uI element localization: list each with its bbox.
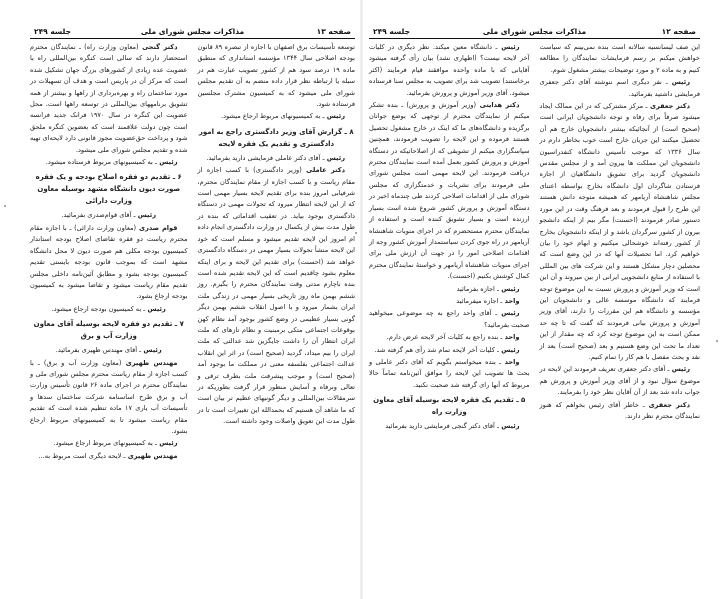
speaker-name: رئیس [498, 284, 520, 293]
paragraph-text: ـ به کمیسیونهای مربوط فرستاده میشود. [45, 158, 157, 167]
paragraph [30, 438, 188, 449]
session-number: جلسه ۲۴۹ [34, 27, 71, 36]
paragraph-text: توسعه تأسیسات برق اصفهان با اجازه از تبصره ۸۹ قانون بودجه اصلاحی سال ۱۳۴۴ مؤسسه استانداری که منطبق ماده ۱۹ درصد سود هم از کشور تصویب عبارت هم در سبله یا ارتباطه نظر قرار داده منضم به آن تقدیم مجلس شورای ملی میشود که به کمیسیون مشترک مجلسین فرستاده شود. [197, 43, 355, 109]
speaker-name: رئیس [667, 78, 690, 87]
paragraph [540, 101, 701, 363]
page-header [369, 22, 700, 36]
session-number: جلسه ۲۴۹ [373, 27, 410, 36]
paragraph-text: ـ به کمیسیون بودجه ارجاع میشود. [51, 304, 146, 313]
paragraph-text: ـ مرکز مشترکی که در این ممالک ایجاد میشود صرفاً برای رفاه و توجه دانشجویان ایرانی است (صحیح است) از آنجائیکه بیشتر دانشجویان خارج هم آن تحصیل میکنند این جریان خارج است خوب بخاطر دارم در سال ۱۳۳۶ که موجب تأسیس دانشگاه کنفدراسیون دانشجویان این مملکت ها بیرون آمد و از مجلس مقدس دانشجویان گردید برای تشویق دانشگاهیان از اجازه فرستادن شاگردان اول دانشگاه بخارج بواسطه اعتنای مجلس شاهنشاه آریامهر که همیشه متوجه دانش هستند این طرح را قبول فرمودند و بعد فرهنگ وقت در این مورد دستور صادر فرمودند (احسنت) مگر بیم از اینکه دانشجو بیرون از کشور سرگردان باشد و از اینکه دانشجویان بخارج از کشور رفته‌اند خوشحالی میکنیم و ابهام خود را بیان خواهیم کرد. اما تحصیلات آنها که در این وضع است که محصلین دچار مشکل هستند و این شرکت های بین المللی با استفاده از منابع دانشجویی ایرانی از بین میروند و آن این است که وزیر آموزش و پرورش نسبت به این موضوع توجه فرمایند که دانشگاه موسسه عالی و دانشجویان این مؤسسه و دانشگاه هم این مقررات را دارند، آقای وزیر آموزش و پرورش بیانی فرمودند که گفت که تا چه حد ممکن است به این موضوع توجه کرد که چه مقدار از این تعداد ما تحت این وضع هستیم و بعد (صحیح است) بعد از نقد و بحث مفصل با هم کار را تمام کنیم. [539, 102, 700, 361]
paragraph [198, 165, 356, 427]
paragraph-text: (معاون وزارت دارائی) ـ با اجازه مقام محترم ریاست دو فقره تقاضای اصلاح بودجه استاندار کمیسیون بودجه مکلی هم صورت دیون لا محل دانشگاه مشهد است که بموجب قانون بودجه بایستی تقدیم کمیسیون بودجه بشود و مطابق آئین‌نامه داخلی مجلس تقدیم مقام ریاست میشود و تقاضا میشود به کمیسیون بودجه ارجاع بشود. [30, 223, 188, 301]
speaker-name: دکتر جعفری [647, 102, 691, 111]
speaker-name: دکتر عاملی [301, 166, 345, 175]
speaker-name: رئیس [156, 439, 178, 448]
speaker-name: رئیس [498, 422, 520, 431]
running-title: مذاکرات مجلس شورای ملی [482, 27, 587, 36]
paragraph [540, 400, 701, 423]
paragraph [540, 77, 701, 100]
running-title: مذاکرات مجلس شورای ملی [140, 27, 245, 36]
paragraph [540, 364, 701, 398]
speaker-name: رئیس [156, 158, 178, 167]
paragraph [369, 345, 530, 356]
paragraph-text: ـ آقای دکتر گنجی فرمایشی دارید بفرمائید [385, 422, 499, 431]
paragraph [369, 296, 530, 307]
paragraph [369, 357, 530, 391]
paragraph [30, 451, 188, 462]
paragraph-text: (وزیر دادگستری) با کسب اجازه از مقام ریاست و با کسب اجازه از مقام نمایندگان محترم، شرفیابی امروز بنده برای تقدیم لایحه بسیار مهمی است که از این لایحه انتظار میرود که تحولات مهمی در دستگاه دادگستری بوجود بیاید. در تعقیب اقداماتی که بنده در طول مدت بیش از یکسال در وزارت دادگستری انجام داده ام امروز این لایحه تقدیم میشود و مسلم است که خود این لایحه منشأ تحولات بسیار مهمی در دستگاه دادگستری خواهد شد (احسنت) برای تقدیم این لایحه و برای اینکه معلوم بشود چاقدیم است که این لایحه تقدیم شده است بنده ناچارم مدتی وقت نمایندگان محترم را بگیرم. روز ششم بهمن ماه روز تاریخی بسیار مهمی در زندگی ملت ایران بشمار میرود و با اصول انقلاب ششم بهمن دیگر گونی بسیار عظیمی در وضع کشور بوجود آمد نظام کهن بوقوعات اجتماعی متکی برمبنیت و نظام تازهای که ملت ایران انتظار آن را داشت جایگزین شد عدالتی که ملت ایران را بیم میداد، گردید (صحیح است) در اثر این انقلاب عدالت اجتماعی بفلسفه معنی در مملکت ما بوجود آمد (صحیح است) و موجب پیشرفت ملت بطرف ترقی و تعالی وبرفاه و آسایش منظور قرار گرفت بطوریکه در سرمقالات بین‌المللی و دیگر گونیهای عظیم تر بیان است که ما شاهد آن هستیم که بحمدالله این تغییرات است تا در طول مدت این تعویق واصلات وجود داشته است. [197, 166, 355, 426]
paragraph-text: ـ بنده میخواستم بگویم که آقای دکتر عاملی و بحث ها تصویب این لایحه را موافق آئین‌نامه تماماً حالا مربوط که آنها رای گرفته شد صحبت نکنید. [369, 357, 530, 389]
page-number: صفحه ۱۳ [316, 27, 351, 36]
paragraph [369, 284, 530, 295]
paragraph [30, 358, 188, 438]
paragraph-text: (معاون وزارت آب و برق) ـ با کسب اجازه از مقام ریاست محترم مجلس شورای ملی و نمایندگان محترم در اجرای ماده ۲۶ قانون تأسیس وزارت آب و برق طرح اساسنامه شرکت ساختمان سدها و تأسیسات آب یاری ۱۷ ماده تنظیم شده است که تقدیم مقام ریاست میشود تا به کمیسیونهای مربوط ارجاع بشود. [30, 358, 188, 435]
scan-speck [716, 340, 718, 342]
speaker-name: دکتر هدایتی [476, 101, 520, 110]
right-page [361, 0, 722, 599]
paragraph [369, 100, 530, 283]
speaker-name: مهندس ظهیری [125, 451, 178, 460]
text-column-right [540, 42, 701, 434]
paragraph [198, 153, 356, 164]
paragraph-text: ـ به کمیسیونهای مربوط ارجاع میشود. [220, 112, 325, 121]
paragraph [369, 308, 530, 331]
speaker-name: واحد [502, 296, 520, 305]
paragraph-text: ـ بنده راجع به کلیات آخر لایحه عرض دارم. [386, 333, 503, 342]
paragraph-text: (معاون وزارت راه) ـ نمایندگان محترم استحضار دارند که سالی است کنگره بین‌المللی راه با عضویت عده زیادی از کشورهای بزرگ جهان تشکیل شده است که مرکز آن در پاریس است و هدف آن تسهیلات در مورد ساختمان راه و بهره‌برداری از راهها و بیشتر از همه تشویق برنامههای بین‌المللی در توسعه راهها است. محل عضویت این کنگره در سال ۱۹۷۰ فرانک جدید فرانسه است چون دولت علاقمند است که بعضوین کنگره ملحق شود و پرداخت حق‌عضویت مجوز قانونی دارد لایحه‌ای تهیه شده و تقدیم مجلس شورای ملی میشود. [30, 43, 188, 154]
paragraph [30, 42, 188, 156]
speaker-name: رئیس [498, 345, 520, 354]
paragraph-text: ـ دانشگاه معین میکند. نظر دیگری در کلیات آخر لایحه نیست؟ (اظهاری نشد) بیان رأی گرفته میشود آقایانی که با ماده واحده موافقند قیام فرمایند (اکثر برخاستند) تصویب شد برای تصویب به مجلس سنا فرستاده میشود. آقای وزیر آموزش و پرورش بفرمائید. [369, 43, 530, 97]
paragraph-text: ـ آقای دکتر جعفری تعریف فرمودند این لایحه در موضوع سؤال نبود و از آقای وزیر آموزش و پرورش هم جواب داده شد بعد از آن آقایان نظر خود را بفرمایند. [539, 365, 700, 397]
page-header [30, 22, 355, 36]
paragraph [198, 111, 356, 122]
paragraph-text: ـ نفر دیگری اسم ننوشته آقای دکتر جعفری فرمایشی داشتید بفرمائید. [539, 78, 700, 98]
page-number: صفحه ۱۲ [661, 27, 696, 36]
paragraph [30, 345, 188, 356]
speaker-name: رئیس [497, 309, 520, 318]
speaker-name: دکتر جعفری [644, 400, 690, 409]
speaker-name: رئیس [135, 211, 157, 220]
paragraph-text: این صف لیسانسیه سالانه است بنده نمی‌بینم که سیاست خواهش میکنم بر رسم فرمایشات نمایندگان را مطالعه کنیم و به ماده ۲ و مورد توضیحات بیشتر مشغول شوم. [539, 43, 700, 74]
paragraph-text: ـ آقای دکتر عاملی فرمایشی دارید بفرمائید. [206, 153, 325, 162]
paragraph-text: ـ کلیات آخر لایحه تمام شد رأی هم گرفته شد. [374, 345, 499, 354]
left-page [0, 0, 361, 599]
paragraph [198, 42, 356, 110]
paragraph [30, 157, 188, 168]
text-column-left [30, 42, 188, 463]
section-heading: ۸ ـ گزارش آقای وزیر دادگستری راجع به امور دادگستری و تقدیم یک فقره لایحه [198, 127, 354, 148]
speaker-name: مهندس ظهیری [121, 358, 178, 367]
scan-speck [4, 205, 6, 207]
header-rule [369, 38, 700, 39]
text-column-right [198, 42, 356, 463]
speaker-name: رئیس [141, 346, 162, 355]
paragraph-text: ـ آقای قوام‌صدری بفرمائید. [61, 211, 136, 220]
paragraph [540, 42, 701, 76]
speaker-name: رئیس [324, 153, 345, 162]
paragraph-text: ـ آقای واحد راجع به چه موضوعی میخواهید صحبت بفرمائید؟ [369, 309, 530, 329]
header-rule [30, 38, 355, 39]
speaker-name: رئیس [145, 304, 166, 313]
paragraph [369, 421, 530, 432]
speaker-name: واحد [502, 333, 520, 342]
paragraph [369, 42, 530, 99]
paragraph [30, 210, 188, 221]
speaker-name: واحد [501, 357, 520, 366]
paragraph-text: ـ آقای مهندس ظهیری بفرمائید. [55, 346, 142, 355]
paragraph [369, 332, 530, 343]
paragraph-text: ـ اجازه بفرمائید [456, 284, 499, 293]
speaker-name: دکتر گنجی [138, 43, 178, 51]
paragraph-text: ـ خاطر آقای رئیس بخواهم که هنوز نمایندگان محترم نظر دارند. [539, 400, 700, 420]
paragraph [30, 304, 188, 315]
paragraph [30, 223, 188, 303]
speaker-name: رئیس [497, 43, 520, 51]
section-heading: ۷ ـ تقدیم دو فقره لایحه بوسیله آقای معاون وزارت آب و برق [33, 320, 184, 341]
scan-speck [355, 232, 357, 234]
speaker-name: رئیس [324, 112, 345, 121]
section-heading: ۵ ـ تقدیم یک فقره لایحه بوسیله آقای معاون وزارت راه [373, 396, 526, 417]
speaker-name: قوام صدری [136, 223, 178, 232]
paragraph-text: ـ لایحه دیگری است مربوط به... [38, 451, 126, 460]
paragraph-text: ـ اجازه میفرمائید [456, 296, 503, 305]
section-heading: ۶ ـ تقدیم دو فقره اصلاح بودجه و یک فقره صورت دیون دانشگاه مشهد بوسیله معاون وزارت دارائی [35, 173, 182, 206]
paragraph-text: ـ به کمیسیونهای مربوط ارجاع میشود. [53, 439, 157, 448]
text-column-left [369, 42, 530, 434]
paragraph-text: (وزیر آموزش و پرورش) ـ بنده تشکر میکنم از نمایندگان محترم از توجهی که بوضع جوانان برگزیده و دانشگاه‌های ما که اینک در خارج مشغول تحصیل هستند فرموده و این لایحه را تصویب فرمودند، همچنین سپاسگزاری میکنم از تشویقی که از اصلاحاتیکه در دستگاه آموزش و پرورش کشور بعمل آمده است نمایندگان محترم دریافت فرمودند. این لایحه مهمی است مجلس شورای ملی فرمودند برای نشریات و خدمتگزاری که مجلس شورای ملی از اقدامات اصلاحی کردند طی چندماه اخیر در دستگاه آموزش و پرورش کشور شروع شده است بسیار ارزنده است و بسیار تشویق کننده است و استفاده از نمایندگان محترم مستحضرم که در اجرای منویات شاهنشاه آریامهر در راه جوی کردن سیاستمدار آموزش کشور وجه از اقدامات اصلاحی امور را در جهت آن ارزش ملی برای اجرای منویات شاهنشاه آریامهر و خواستهٔ نمایندگان محترم کمال کوشش بکنیم (احسنت). [369, 101, 530, 281]
speaker-name: رئیس [669, 365, 690, 374]
